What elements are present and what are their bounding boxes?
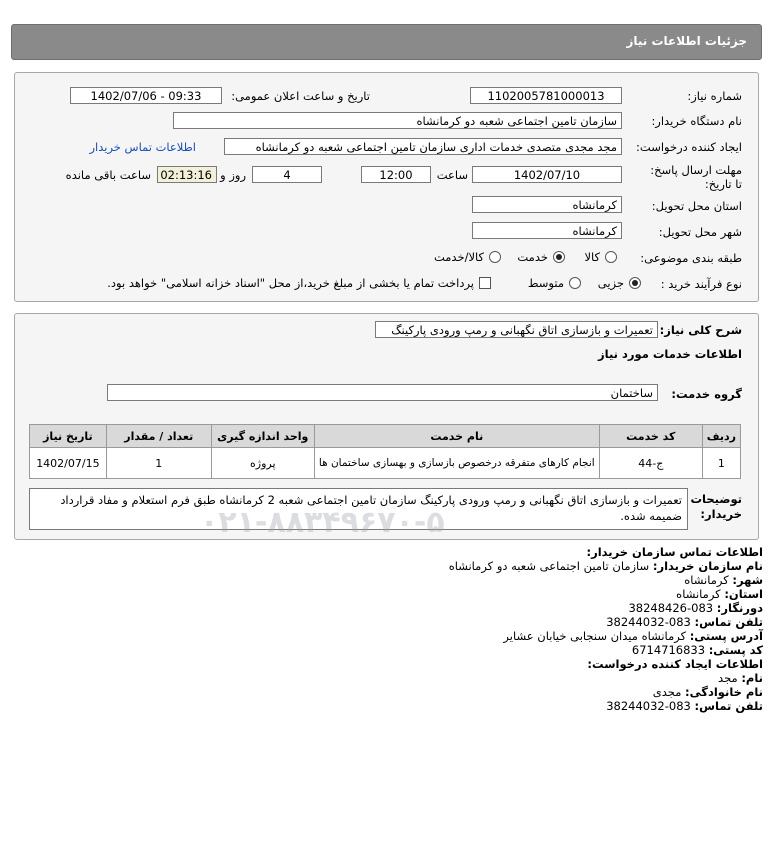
buyer-notes-label: توضیحات خریدار: xyxy=(690,492,742,521)
col-code-header: کد خدمت xyxy=(599,425,702,448)
category-service-radio[interactable] xyxy=(553,251,565,263)
creator-last-name-line: نام خانوادگی: مجدی xyxy=(652,685,763,699)
col-date-header: تاریخ نیاز xyxy=(30,425,107,448)
time-remaining-field: 02:13:16 xyxy=(157,166,217,183)
process-medium-radio[interactable] xyxy=(569,277,581,289)
category-service-label: خدمت xyxy=(517,250,548,264)
creator-info-title: اطلاعات ایجاد کننده درخواست: xyxy=(587,657,763,671)
category-goods-radio[interactable] xyxy=(605,251,617,263)
need-summary-label: شرح کلی نیاز: xyxy=(659,323,742,337)
watermark: ۰۲۱-۸۸۳۴۹۶۷۰-۵ xyxy=(200,505,445,540)
service-group-field: ساختمان xyxy=(107,384,658,401)
services-info-title: اطلاعات خدمات مورد نیاز xyxy=(598,347,742,361)
contact-address-line: آدرس پستی: کرمانشاه میدان سنجابی خیابان عشایر xyxy=(503,629,763,643)
treasury-payment-checkbox[interactable] xyxy=(479,277,491,289)
contact-city-line: شهر: کرمانشاه xyxy=(684,573,763,587)
cell-service-name: انجام کارهای متفرقه درخصوص بازسازی و بهسازی ساختمان ها xyxy=(314,448,599,479)
contact-phone-line: تلفن تماس: 083-38244032 xyxy=(606,615,763,629)
contact-info-section xyxy=(449,545,763,713)
buyer-org-field: سازمان تامین اجتماعی شعبه دو کرمانشاه xyxy=(173,112,622,129)
deadline-time-field: 12:00 xyxy=(361,166,431,183)
process-medium-label: متوسط xyxy=(527,276,564,290)
deadline-label: مهلت ارسال پاسخ: تا تاریخ: xyxy=(650,163,742,191)
buyer-org-label: نام دستگاه خریدار: xyxy=(651,114,742,128)
need-summary-field: تعمیرات و بازسازی اتاق نگهبانی و رمپ ورودی پارکینگ xyxy=(375,321,658,338)
days-remaining-field: 4 xyxy=(252,166,322,183)
days-label: روز و xyxy=(220,168,246,182)
deadline-date-field: 1402/07/10 xyxy=(472,166,622,183)
time-remaining-label: ساعت باقی مانده xyxy=(65,168,151,182)
service-group-label: گروه خدمت: xyxy=(671,387,742,401)
col-name-header: نام خدمت xyxy=(314,425,599,448)
announce-datetime-field: 1402/07/06 - 09:33 xyxy=(70,87,222,104)
process-minor-label: جزیی xyxy=(597,276,624,290)
cell-unit: پروژه xyxy=(211,448,314,479)
services-table xyxy=(29,424,741,479)
contact-title: اطلاعات تماس سازمان خریدار: xyxy=(586,545,763,559)
contact-postal-line: کد پستی: 6714716833 xyxy=(631,643,763,657)
deadline-time-label: ساعت xyxy=(436,168,468,182)
cell-row-number: 1 xyxy=(702,448,740,479)
category-goods-service-radio[interactable] xyxy=(489,251,501,263)
announce-datetime-label: تاریخ و ساعت اعلان عمومی: xyxy=(231,89,370,103)
services-table-header xyxy=(30,425,741,448)
cell-need-date: 1402/07/15 xyxy=(30,448,107,479)
process-type-label: نوع فرآیند خرید : xyxy=(660,277,742,291)
col-unit-header: واحد اندازه گیری xyxy=(211,425,314,448)
request-creator-label: ایجاد کننده درخواست: xyxy=(636,140,742,154)
contact-fax-line: دورنگار: 083-38248426 xyxy=(628,601,763,615)
category-goods-label: کالا xyxy=(584,250,600,264)
request-creator-field: مجد مجدی متصدی خدمات اداری سازمان تامین اجتماعی شعبه دو کرمانشاه xyxy=(224,138,622,155)
delivery-city-field: کرمانشاه xyxy=(472,222,622,239)
col-qty-header: تعداد / مقدار xyxy=(106,425,211,448)
table-row xyxy=(30,448,741,479)
page-title: جزئیات اطلاعات نیاز xyxy=(626,34,747,48)
contact-org-line: نام سازمان خریدار: سازمان تامین اجتماعی شعبه دو کرمانشاه xyxy=(448,559,763,573)
cell-service-code: ج-44 xyxy=(599,448,702,479)
buyer-notes-text: تعمیرات و بازسازی اتاق نگهبانی و رمپ ورودی پارکینگ سازمان تامین اجتماعی شعبه 2 کرمانشاه طبق فرم استعلام و مفاد قرارداد ضمیمه شده. xyxy=(60,493,682,523)
need-number-field: 1102005781000013 xyxy=(470,87,622,104)
delivery-city-label: شهر محل تحویل: xyxy=(658,225,742,239)
col-row-header: ردیف xyxy=(702,425,740,448)
contact-province-line: استان: کرمانشاه xyxy=(676,587,763,601)
delivery-province-label: استان محل تحویل: xyxy=(651,199,742,213)
buyer-contact-link[interactable]: اطلاعات تماس خریدار xyxy=(89,140,196,154)
need-number-label: شماره نیاز: xyxy=(687,89,742,103)
cell-quantity: 1 xyxy=(106,448,211,479)
treasury-payment-note: پرداخت تمام یا بخشی از مبلغ خرید،از محل "اسناد خزانه اسلامی" خواهد بود. xyxy=(107,276,474,290)
creator-phone-line: تلفن تماس: 083-38244032 xyxy=(606,699,763,713)
creator-first-name-line: نام: مجد xyxy=(718,671,763,685)
delivery-province-field: کرمانشاه xyxy=(472,196,622,213)
page-header xyxy=(11,24,762,60)
category-label: طبقه بندی موضوعی: xyxy=(640,251,742,265)
process-minor-radio[interactable] xyxy=(629,277,641,289)
category-goods-service-label: کالا/خدمت xyxy=(433,250,484,264)
